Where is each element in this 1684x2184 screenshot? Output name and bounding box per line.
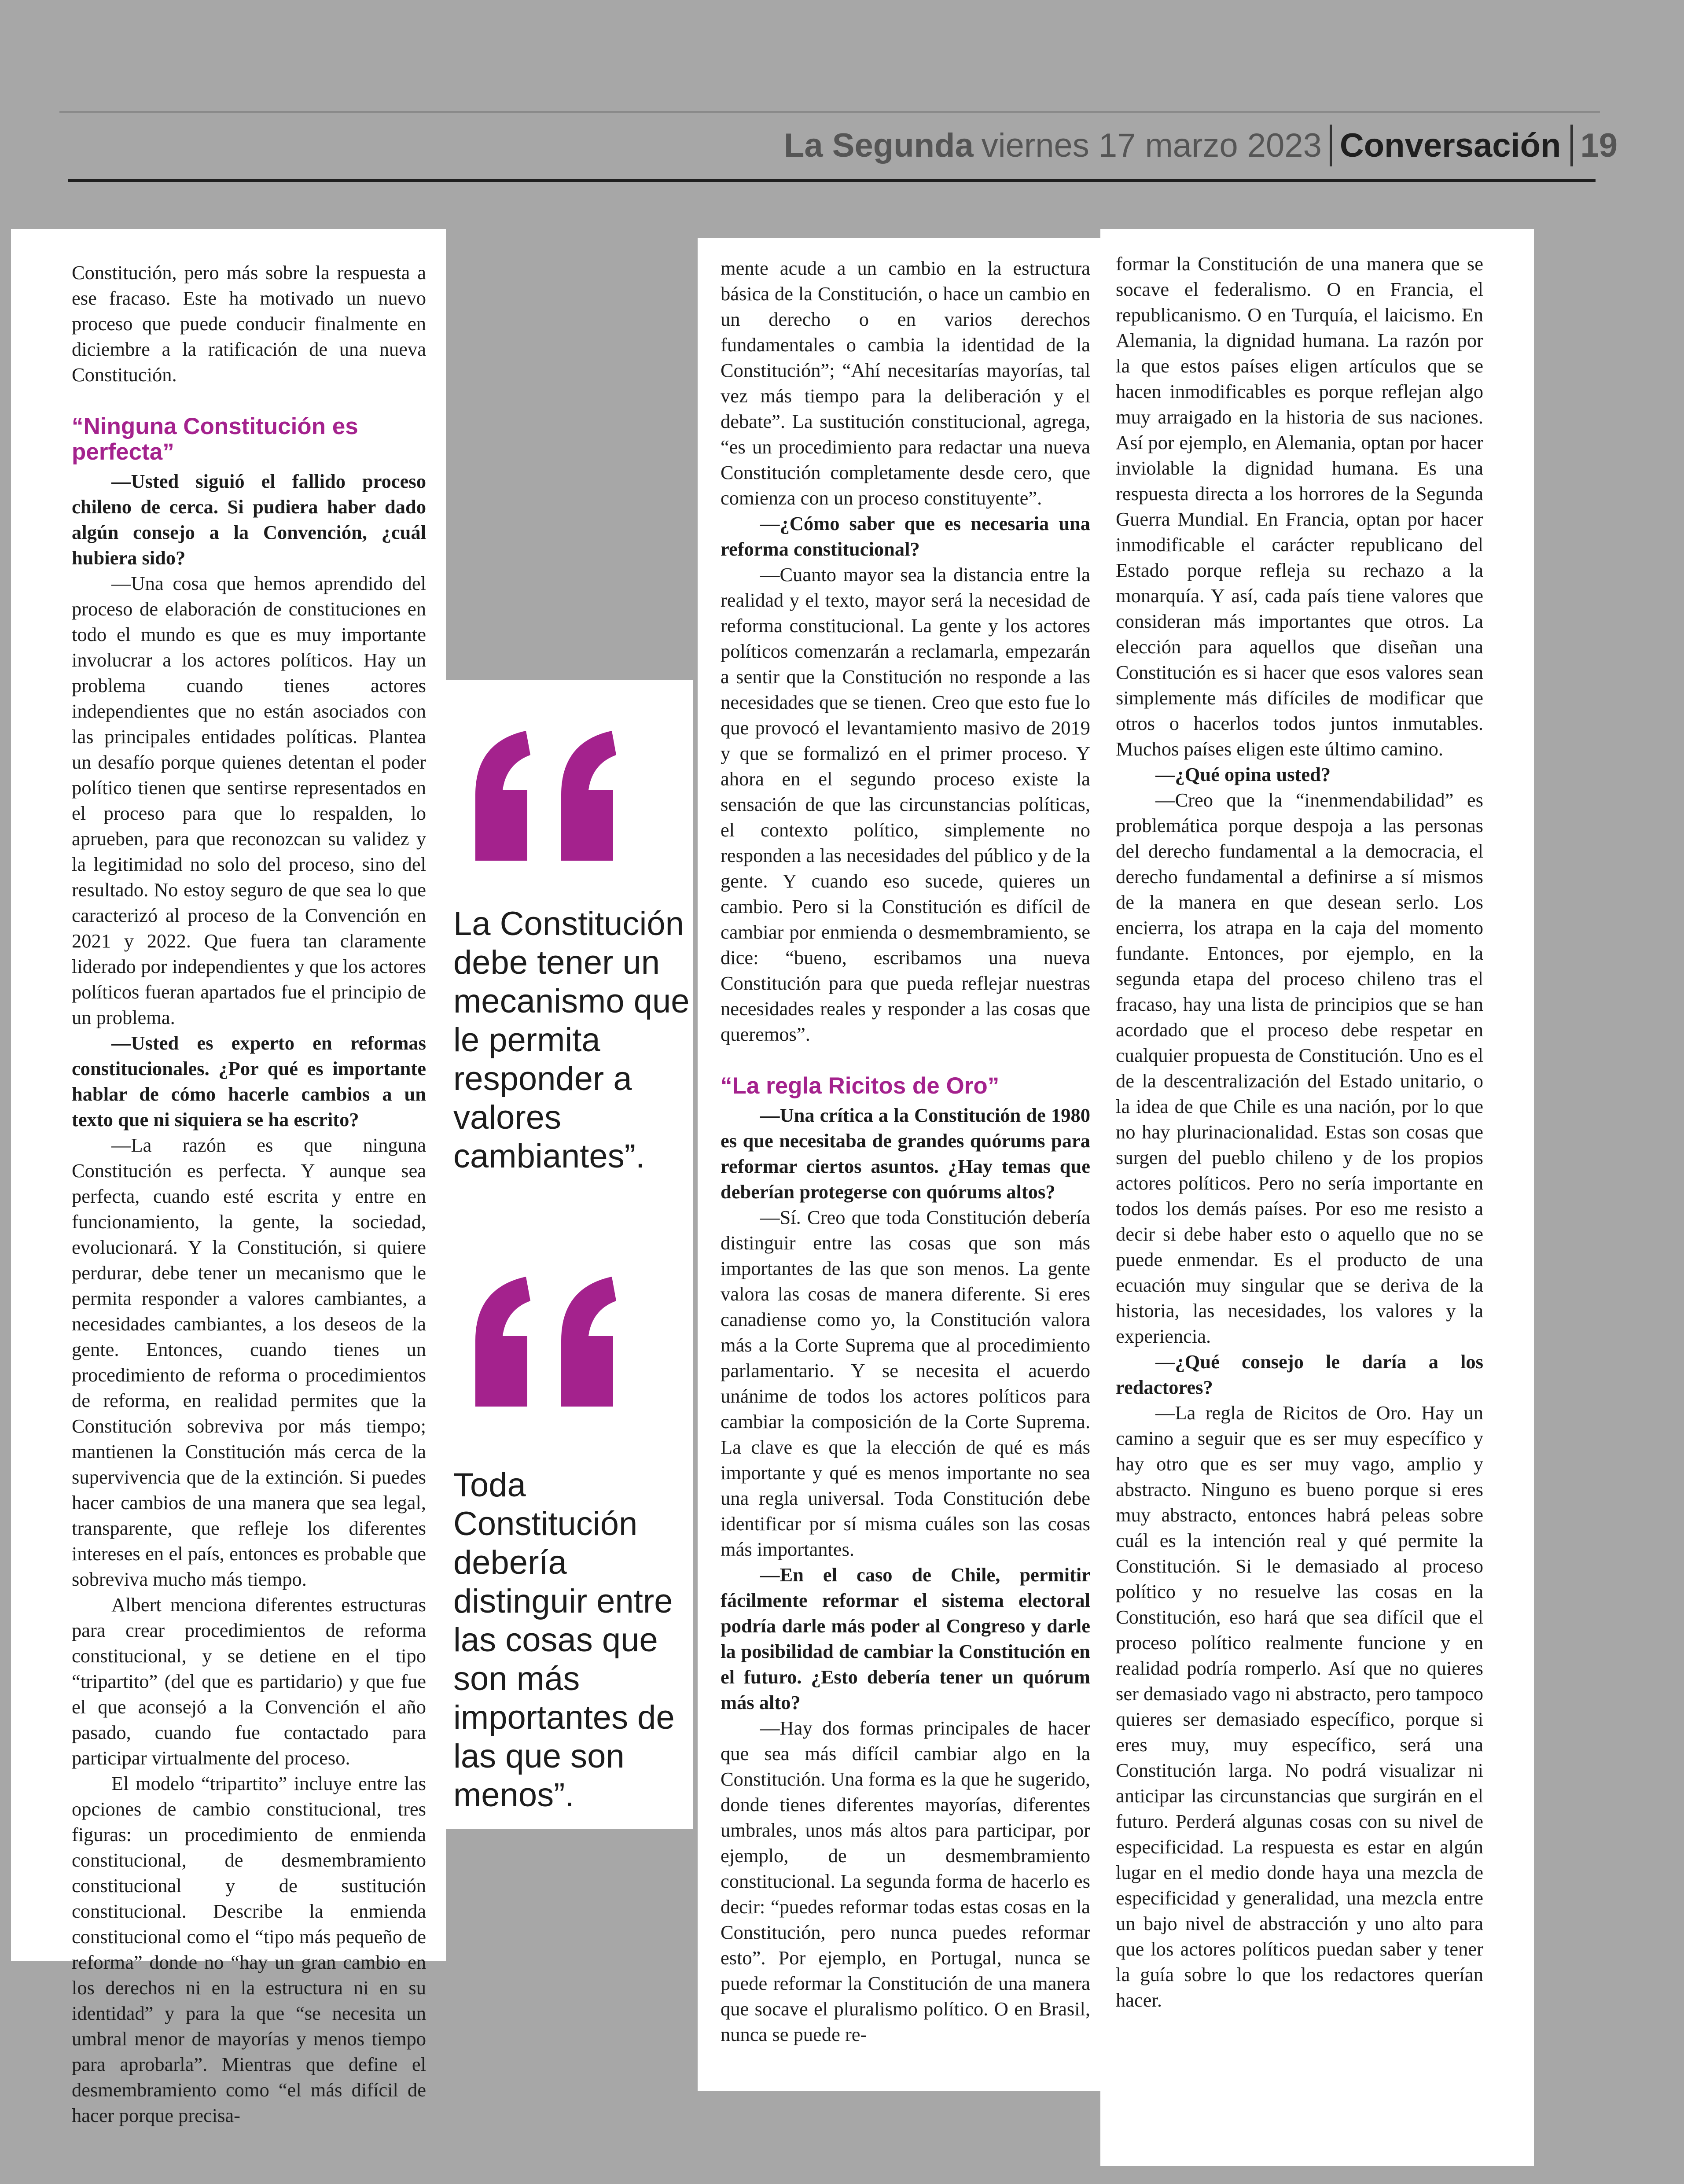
newspaper-name: La Segunda xyxy=(784,126,974,164)
interview-question: —Usted siguió el fallido proceso chileno de cerca. Si pudiera haber dado algún consejo a la Convención, ¿cuál hubiera sido? xyxy=(72,470,426,569)
quote-mark-icon xyxy=(449,729,629,865)
interview-question: —¿Qué opina usted? xyxy=(1155,763,1331,785)
paragraph: —Creo que la “inenmendabilidad” es problemática porque despoja a las personas del derecho fundamental a la democracia, el derecho fundamental a definirse a sí mismos de la manera en que desean serlo. Los encierra, los atrapa en la caja del momento fundante. Entonces, por ejemplo, en la segunda etapa del proceso chileno tras el fracaso, hay una lista de principios que se han acordado que el proceso debe respetar en cualquier propuesta de Constitución. Uno es el de la descentralización del Estado unitario, o la idea de que Chile es una nación, por lo que no hay plurinacionalidad. Estas son cosas que surgen del pueblo chileno y de los propios actores políticos. Pero no sería importante en todos los demás países. Por eso me resisto a decir si debe haber esto o aquello que no se puede enmendar. Es el producto de una ecuación muy singular que se deriva de la historia, las necesidades, los valores y la experiencia. xyxy=(1116,789,1483,1347)
masthead xyxy=(748,112,1618,178)
pull-quote-text: Toda Constitución debería distinguir entre las cosas que son más importantes de las que son menos”. xyxy=(453,1466,675,1814)
paragraph: —Cuanto mayor sea la distancia entre la realidad y el texto, mayor será la necesidad de reforma constitucional. La gente y los actores políticos comenzarán a reclamarla, empezarán a sentir que la Constitución no responde a las necesidades que se tienen. Creo que esto fue lo que provocó el levantamiento masivo de 2019 y que se formalizó en el primer proceso. Y ahora en el segundo proceso existe la sensación de que las circunstancias políticas, el contexto político, simplemente no responden a las necesidades del público y de la gente. Y cuando eso sucede, quieres un cambio. Pero si la Constitución es difícil de cambiar por enmienda o desmembramiento, se dice: “bueno, escribamos una nueva Constitución para que pueda reflejar nuestras necesidades reales y responder a las cosas que queremos”. xyxy=(721,563,1090,1045)
subheading: “La regla Ricitos de Oro” xyxy=(721,1073,1000,1099)
paragraph: Albert menciona diferentes estructuras para crear procedimientos de reforma constitucional, y se detiene en el tipo “tripartito” (del que es partidario) y que fue el que aconsejó a la Convención el año pasado, cuando fue contactado para participar virtualmente del proceso. xyxy=(72,1594,426,1769)
interview-question: —Una crítica a la Constitución de 1980 es que necesitaba de grandes quórums para reformar ciertos asuntos. ¿Hay temas que deberían protegerse con quórums altos? xyxy=(721,1104,1090,1203)
interview-question: —¿Qué consejo le daría a los redactores? xyxy=(1116,1351,1483,1398)
pull-quote-box xyxy=(440,680,693,1829)
paragraph: —Una cosa que hemos aprendido del proceso de elaboración de constituciones en todo el mundo es que es muy importante involucrar a los actores políticos. Hay un problema cuando tienes actores independientes que no están asociados con las principales entidades políticas. Plantea un desafío porque quienes detentan el poder político tienen que sentirse representados en el proceso para que lo respalden, lo aprueben, para que reconozcan su validez y la legitimidad no solo del proceso, sino del resultado. No estoy seguro de que sea lo que caracterizó al proceso de la Convención en 2021 y 2022. Que fuera tan claramente liderado por independientes y que los actores políticos fueran apartados fue el principio de un problema. xyxy=(72,572,426,1028)
masthead-divider xyxy=(1570,125,1573,166)
paragraph: —Hay dos formas principales de hacer que sea más difícil cambiar algo en la Constitución. Una forma es la que he sugerido, donde tienes diferentes mayorías, diferentes umbrales, unos más altos para participar, por ejemplo, de un desmembramiento constitucional. La segunda forma de hacerlo es decir: “puedes reformar todas estas cosas en la Constitución, pero nunca puedes reformar esto”. Por ejemplo, en Portugal, nunca se puede reformar la Constitución de una manera que socave el pluralismo político. O en Brasil, nunca se puede re- xyxy=(721,1717,1090,2045)
paragraph: —Sí. Creo que toda Constitución debería distinguir entre las cosas que son más importantes de las que son menos. La gente valora las cosas de manera diferente. Si eres canadiense como yo, la Constitución valora más a la Corte Suprema que al procedimiento parlamentario. Y se necesita el acuerdo unánime de todos los actores políticos para cambiar la composición de la Corte Suprema. La clave es que la elección de qué es más importante y qué es menos importante no sea una regla universal. Toda Constitución debe identificar por sí misma cuáles son las cosas más importantes. xyxy=(721,1206,1090,1560)
paragraph: mente acude a un cambio en la estructura básica de la Constitución, o hace un cambio en un derecho o en varios derechos fundamentales o cambia la identidad de la Constitución”; “Ahí necesitarías mayorías, tal vez más tiempo para la deliberación y el debate”. La sustitución constitucional, agrega, “es un procedimiento para redactar una nueva Constitución completamente desde cero, que comienza con un proceso constituyente”. xyxy=(721,257,1090,509)
paragraph: El modelo “tripartito” incluye entre las opciones de cambio constitucional, tres figuras: un procedimiento de enmienda constitucional, de desmembramiento constitucional y de sustitución constitucional. Describe la enmienda constitucional como el “tipo más pequeño de reforma” donde no “hay un gran cambio en los derechos ni en la estructura ni en su identidad” y para la que “se necesita un umbral menor de mayorías y menos tiempo para aprobarla”. Mientras que define el desmembramiento como “el más difícil de hacer porque precisa- xyxy=(72,1772,426,2126)
article-column-1 xyxy=(11,229,446,2126)
pull-quote-text: La Constitución debe tener un mecanismo que le permita responder a valores cambiantes”. xyxy=(453,905,690,1175)
article-column-2 xyxy=(698,238,1103,2091)
page-number: 19 xyxy=(1580,126,1618,164)
interview-question: —¿Cómo saber que es necesaria una reforma constitucional? xyxy=(721,512,1090,560)
paragraph: —La regla de Ricitos de Oro. Hay un camino a seguir que es ser muy específico y hay otro que es ser muy vago, amplio y abstracto. Ninguno es bueno porque si eres muy abstracto, entonces habrá peleas sobre cuál es la intención real y qué permite la Constitución. Si le demasiado al proceso político y no resuelve las cosas en la Constitución, eso hará que sea difícil que el proceso político realmente funcione y en realidad podría romperlo. Así que no quieres ser demasiado vago ni abstracto, pero tampoco quieres ser demasiado específico, porque si eres muy, muy específico, será una Constitución larga. No podrá visualizar ni anticipar las circunstancias que surgirán en el futuro. Perderá algunas cosas con su nivel de especificidad. La respuesta es estar en algún lugar en el medio donde haya una mezcla de especificidad y generalidad, una mezcla entre un bajo nivel de abstracción y uno alto para que los actores políticos puedan saber y tener la guía sobre lo que los redactores querían hacer. xyxy=(1116,1402,1483,2011)
masthead-divider xyxy=(1330,125,1332,166)
header-bottom-rule xyxy=(68,179,1596,182)
issue-date: viernes 17 marzo 2023 xyxy=(981,126,1322,164)
subheading: “Ninguna Constitución es perfecta” xyxy=(72,413,358,465)
paragraph: Constitución, pero más sobre la respuesta a ese fracaso. Este ha motivado un nuevo proceso que puede conducir finalmente en diciembre a la ratificación de una nueva Constitución. xyxy=(72,261,426,386)
interview-question: —En el caso de Chile, permitir fácilmente reformar el sistema electoral podría darle más poder al Congreso y darle la posibilidad de cambiar la Constitución en el futuro. ¿Esto debería tener un quórum más alto? xyxy=(721,1564,1090,1713)
paragraph: —La razón es que ninguna Constitución es perfecta. Y aunque sea perfecta, cuando esté escrita y entre en funcionamiento, la gente, la sociedad, evolucionará. Y la Constitución, si quiere perdurar, debe tener un mecanismo que le permita responder a valores cambiantes, a necesidades cambiantes, a los deseos de la gente. Entonces, cuando tienes un procedimiento de reforma o procedimientos de reforma, en realidad permites que la Constitución sobreviva por más tiempo; mantienen la Constitución más cerca de la supervivencia que de la extinción. Si puedes hacer cambios de una manera que sea legal, transparente, que refleje los diferentes intereses en el país, entonces es probable que sobreviva mucho más tiempo. xyxy=(72,1134,426,1590)
quote-mark-icon xyxy=(449,1274,629,1411)
interview-question: —Usted es experto en reformas constitucionales. ¿Por qué es importante hablar de cómo hacerle cambios a un texto que ni siquiera se ha escrito? xyxy=(72,1032,426,1131)
article-column-3 xyxy=(1100,229,1534,2166)
paragraph: formar la Constitución de una manera que se socave el federalismo. O en Francia, el republicanismo. O en Turquía, el laicismo. En Alemania, la dignidad humana. La razón por la que estos países eligen artículos que se hacen inmodificables es porque reflejan algo muy arraigado en la historia de sus naciones. Así por ejemplo, en Alemania, optan por hacer inviolable la dignidad humana. Es una respuesta directa a los horrores de la Segunda Guerra Mundial. En Francia, optan por hacer inmodificable el carácter republicano del Estado porque refleja su rechazo a la monarquía. Y así, cada país tiene valores que consideran más importantes que otros. La elección para aquellos que diseñan una Constitución es si hacer que esos valores sean simplemente más difíciles de modificar que otros o hacerlos todos juntos inmutables. Muchos países eligen este último camino. xyxy=(1116,253,1483,760)
section-name: Conversación xyxy=(1339,126,1561,164)
